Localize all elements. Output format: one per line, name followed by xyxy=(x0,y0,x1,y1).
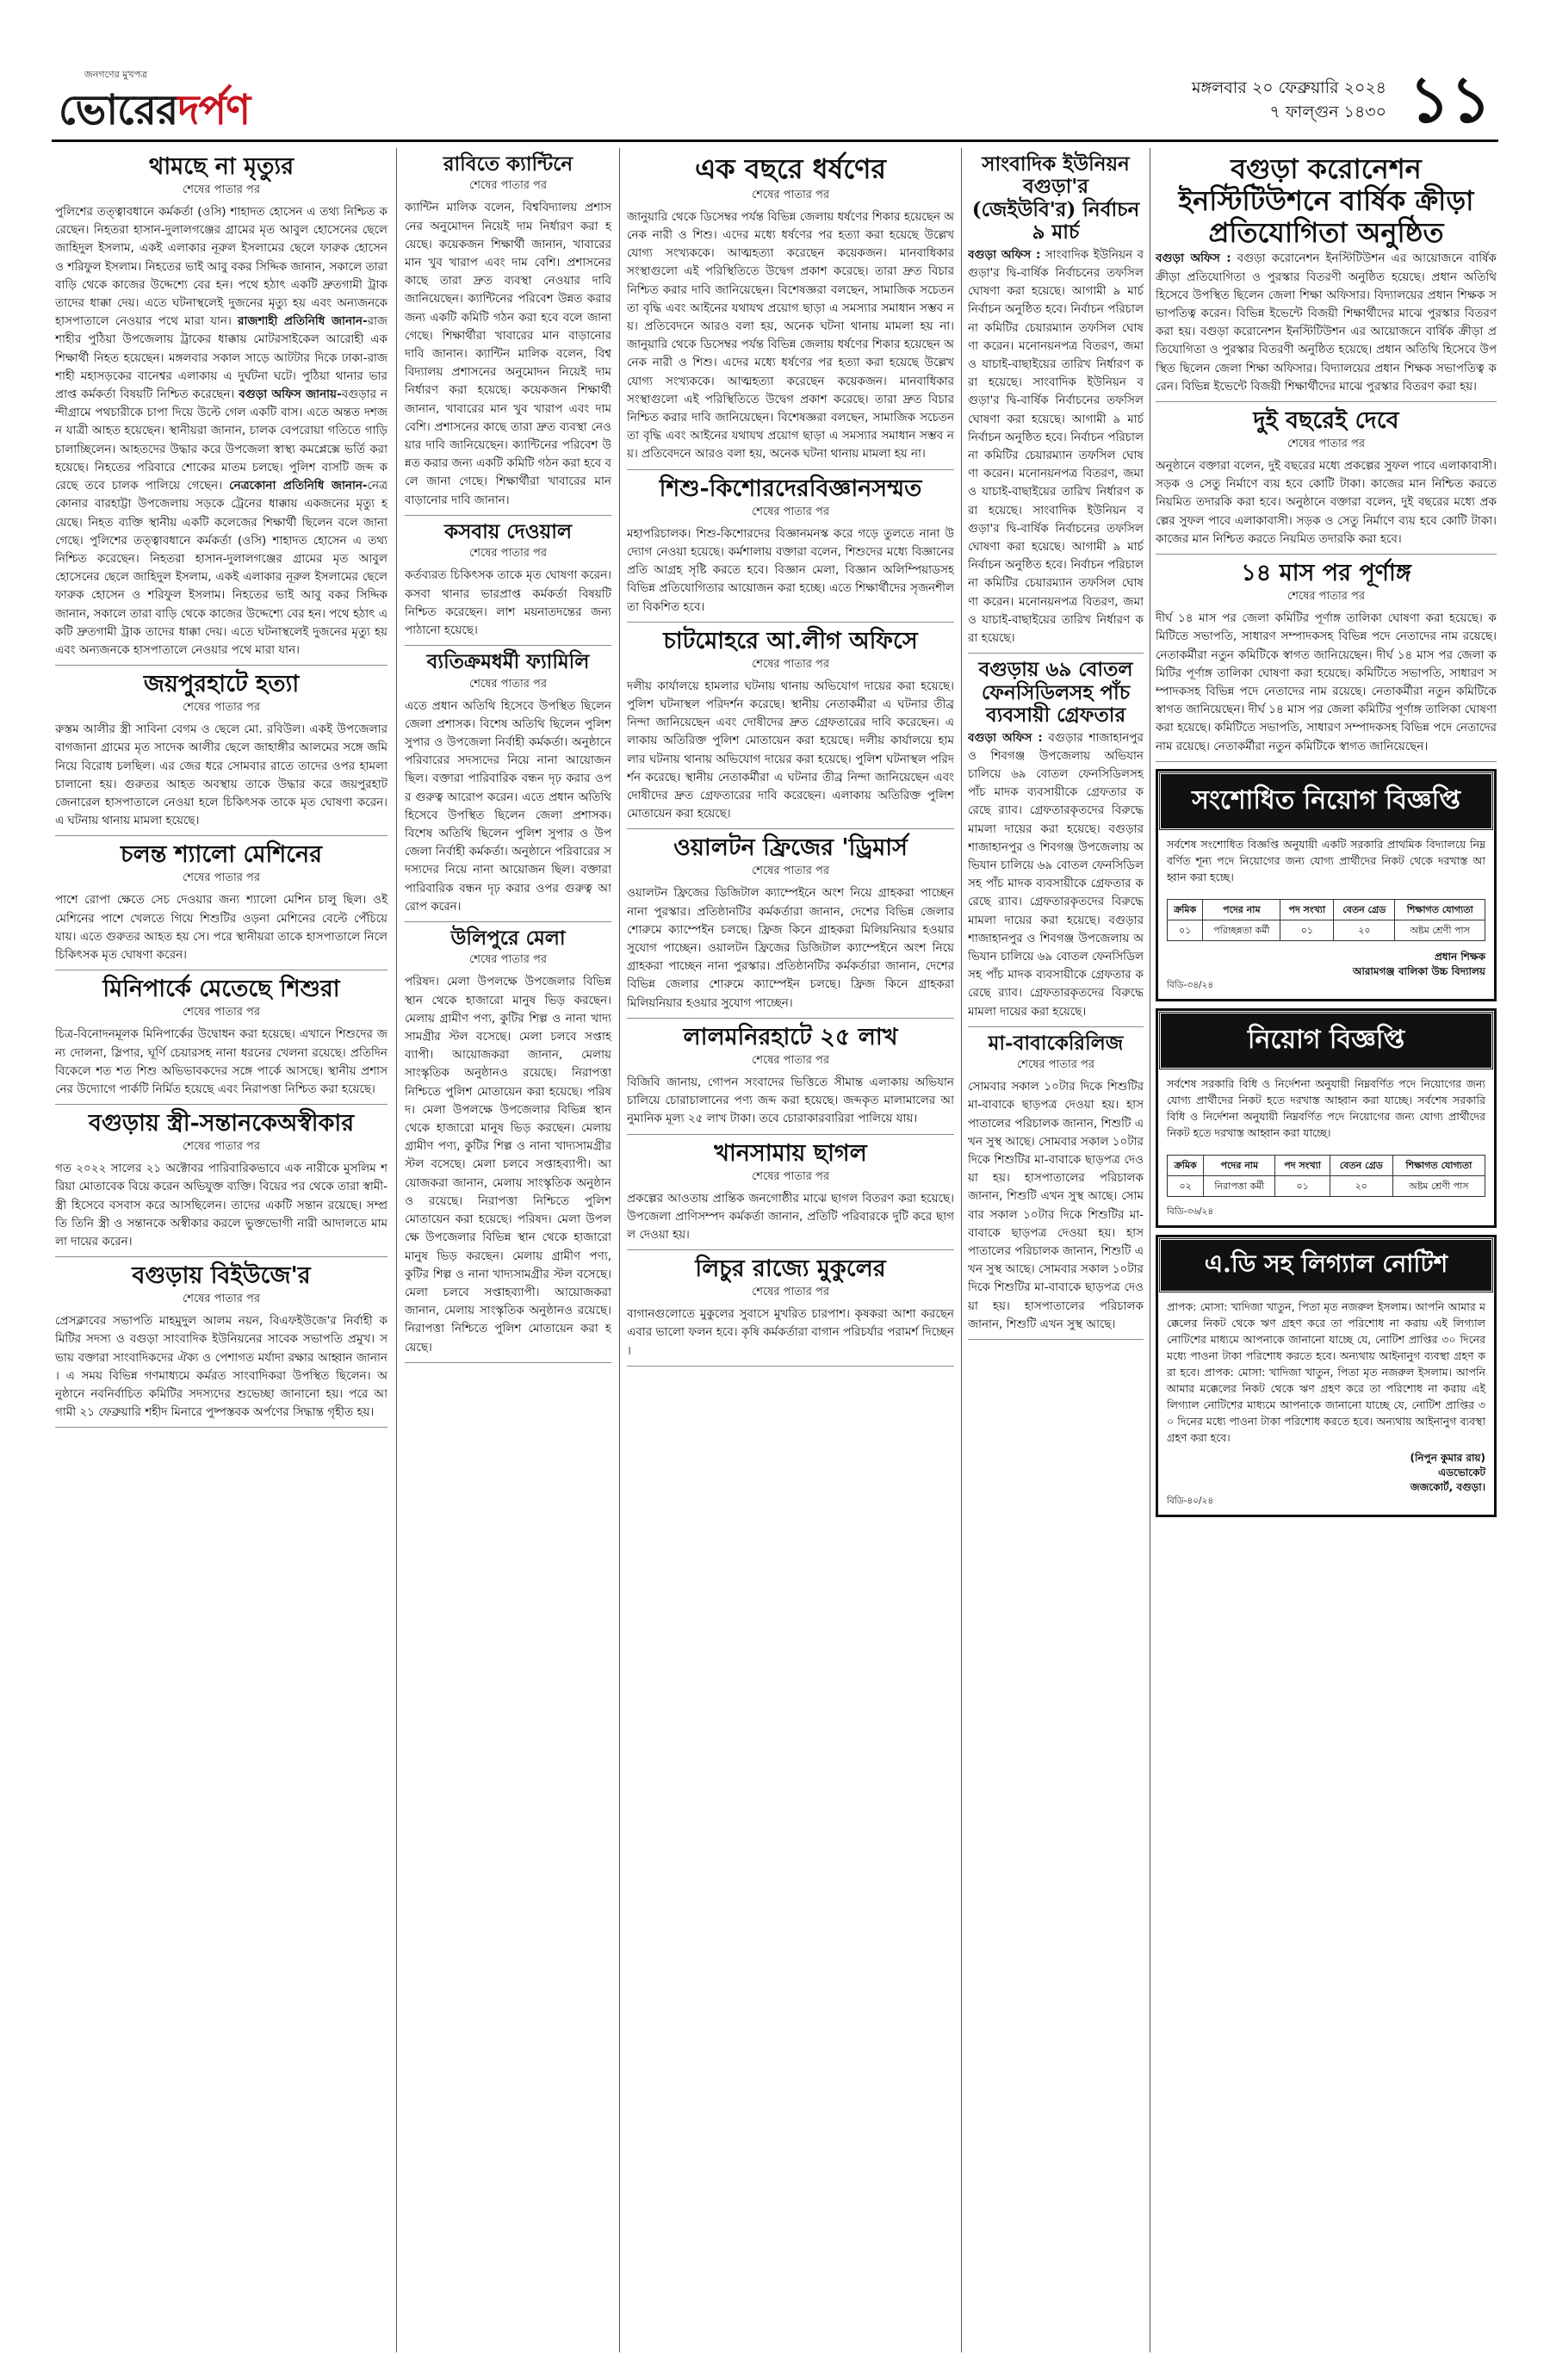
article xyxy=(627,475,954,623)
newspaper-logo[interactable] xyxy=(59,67,265,133)
article-body: মহাপরিচালক। শিশু-কিশোরদের বিজ্ঞানমনস্ক করে গড়ে তুলতে নানা উদ্যোগ নেওয়া হয়েছে। কর্মশালায় বক্তারা বলেন, শিশুদের মধ্যে বিজ্ঞানের প্রতি আগ্রহ সৃষ্টি করতে হবে। বিজ্ঞান মেলা, বিজ্ঞান অলিম্পিয়াডসহ বিভিন্ন প্রতিযোগিতার আয়োজন করা হচ্ছে। এতে শিক্ষার্থীদের সৃজনশীলতা বিকশিত হবে। xyxy=(627,526,954,614)
ad-code: বিডি-৩৪/২৪ xyxy=(1167,979,1214,990)
notice-title: সংশোধিত নিয়োগ বিজ্ঞপ্তি xyxy=(1158,772,1494,831)
headline[interactable]: ওয়ালটন ফ্রিজের 'ড্রিমার্স xyxy=(673,834,908,862)
article-body: দীর্ঘ ১৪ মাস পর জেলা কমিটির পূর্ণাঙ্গ তালিকা ঘোষণা করা হয়েছে। কমিটিতে সভাপতি, সাধারণ সম্পাদকসহ বিভিন্ন পদে নেতাদের নাম রয়েছে। নেতাকর্মীরা নতুন কমিটিকে স্বাগত জানিয়েছেন। দীর্ঘ ১৪ মাস পর জেলা কমিটির পূর্ণাঙ্গ তালিকা ঘোষণা করা হয়েছে। কমিটিতে সভাপতি, সাধারণ সম্পাদকসহ বিভিন্ন পদে নেতাদের নাম রয়েছে। নেতাকর্মীরা নতুন কমিটিকে স্বাগত জানিয়েছেন। দীর্ঘ ১৪ মাস পর জেলা কমিটির পূর্ণাঙ্গ তালিকা ঘোষণা করা হয়েছে। কমিটিতে সভাপতি, সাধারণ সম্পাদকসহ বিভিন্ন পদে নেতাদের নাম রয়েছে। নেতাকর্মীরা নতুন কমিটিকে স্বাগত জানিয়েছেন। xyxy=(1156,611,1497,753)
article xyxy=(405,153,611,516)
article-body: পরিষদ। মেলা উপলক্ষে উপজেলার বিভিন্ন স্থান থেকে হাজারো মানুষ ভিড় করছেন। মেলায় গ্রামীণ পণ্য, কুটির শিল্প ও নানা খাদ্যসামগ্রীর স্টল বসেছে। মেলা চলবে সপ্তাহব্যাপী। আয়োজকরা জানান, মেলায় সাংস্কৃতিক অনুষ্ঠানও রয়েছে। নিরাপত্তা নিশ্চিতে পুলিশ মোতায়েন করা হয়েছে। পরিষদ। মেলা উপলক্ষে উপজেলার বিভিন্ন স্থান থেকে হাজারো মানুষ ভিড় করছেন। মেলায় গ্রামীণ পণ্য, কুটির শিল্প ও নানা খাদ্যসামগ্রীর স্টল বসেছে। মেলা চলবে সপ্তাহব্যাপী। আয়োজকরা জানান, মেলায় সাংস্কৃতিক অনুষ্ঠানও রয়েছে। নিরাপত্তা নিশ্চিতে পুলিশ মোতায়েন করা হয়েছে। পরিষদ। মেলা উপলক্ষে উপজেলার বিভিন্ন স্থান থেকে হাজারো মানুষ ভিড় করছেন। মেলায় গ্রামীণ পণ্য, কুটির শিল্প ও নানা খাদ্যসামগ্রীর স্টল বসেছে। মেলা চলবে সপ্তাহব্যাপী। আয়োজকরা জানান, মেলায় সাংস্কৃতিক অনুষ্ঠানও রয়েছে। নিরাপত্তা নিশ্চিতে পুলিশ মোতায়েন করা হয়েছে। xyxy=(405,975,611,1354)
article-body: প্রকল্পের আওতায় প্রান্তিক জনগোষ্ঠীর মাঝে ছাগল বিতরণ করা হয়েছে। উপজেলা প্রাণিসম্পদ কর্মকর্তা জানান, প্রতিটি পরিবারকে দুটি করে ছাগল দেওয়া হয়। xyxy=(627,1191,954,1242)
article-body: এতে প্রধান অতিথি হিসেবে উপস্থিত ছিলেন জেলা প্রশাসক। বিশেষ অতিথি ছিলেন পুলিশ সুপার ও উপজেলা নির্বাহী কর্মকর্তা। অনুষ্ঠানে পরিবারের সদস্যদের নিয়ে নানা আয়োজন ছিল। বক্তারা পারিবারিক বন্ধন দৃঢ় করার ওপর গুরুত্ব আরোপ করেন। এতে প্রধান অতিথি হিসেবে উপস্থিত ছিলেন জেলা প্রশাসক। বিশেষ অতিথি ছিলেন পুলিশ সুপার ও উপজেলা নির্বাহী কর্মকর্তা। অনুষ্ঠানে পরিবারের সদস্যদের নিয়ে নানা আয়োজন ছিল। বক্তারা পারিবারিক বন্ধন দৃঢ় করার ওপর গুরুত্ব আরোপ করেন। xyxy=(405,698,611,914)
article-body: বগুড়া অফিস : বগুড়া করোনেশন ইনস্টিটিউশন এর আয়োজনে বার্ষিক ক্রীড়া প্রতিযোগিতা ও পুরস্কার বিতরণী অনুষ্ঠিত হয়েছে। প্রধান অতিথি হিসেবে উপস্থিত ছিলেন জেলা শিক্ষা অফিসার। বিদ্যালয়ের প্রধান শিক্ষক সভাপতিত্ব করেন। বিভিন্ন ইভেন্টে বিজয়ী শিক্ষার্থীদের মাঝে পুরস্কার বিতরণ করা হয়। বগুড়া করোনেশন ইনস্টিটিউশন এর আয়োজনে বার্ষিক ক্রীড়া প্রতিযোগিতা ও পুরস্কার বিতরণী অনুষ্ঠিত হয়েছে। প্রধান অতিথি হিসেবে উপস্থিত ছিলেন জেলা শিক্ষা অফিসার। বিদ্যালয়ের প্রধান শিক্ষক সভাপতিত্ব করেন। বিভিন্ন ইভেন্টে বিজয়ী শিক্ষার্থীদের মাঝে পুরস্কার বিতরণ করা হয়। xyxy=(1156,251,1497,394)
headline[interactable]: চলন্ত শ্যালো মেশিনের xyxy=(121,841,322,869)
article xyxy=(627,1024,954,1135)
headline[interactable]: শিশু-কিশোরদেরবিজ্ঞানসম্মত xyxy=(659,474,922,502)
column-4 xyxy=(968,148,1144,2358)
vacancy-table: ক্রমিক পদের নাম পদ সংখ্যা বেতন গ্রেড শিক্ষাগত যোগ্যতা ০১ পরিচ্ছন্নতা কর্মী ০১ ২০ অষ্টম শ্রেণী পাস xyxy=(1167,899,1485,941)
tagline: জনগণের মুখপত্র xyxy=(84,69,148,80)
article-body: ক্যান্টিন মালিক বলেন, বিশ্ববিদ্যালয় প্রশাসনের অনুমোদন নিয়েই দাম নির্ধারণ করা হয়েছে। কয়েকজন শিক্ষার্থী জানান, খাবারের মান খুব খারাপ এবং দাম বেশি। প্রশাসনের কাছে তারা দ্রুত ব্যবস্থা নেওয়ার দাবি জানিয়েছেন। ক্যান্টিনের পরিবেশ উন্নত করার জন্য একটি কমিটি গঠন করা হবে বলে জানা গেছে। শিক্ষার্থীরা খাবারের মান বাড়ানোর দাবি জানান। ক্যান্টিন মালিক বলেন, বিশ্ববিদ্যালয় প্রশাসনের অনুমোদন নিয়েই দাম নির্ধারণ করা হয়েছে। কয়েকজন শিক্ষার্থী জানান, খাবারের মান খুব খারাপ এবং দাম বেশি। প্রশাসনের কাছে তারা দ্রুত ব্যবস্থা নেওয়ার দাবি জানিয়েছেন। ক্যান্টিনের পরিবেশ উন্নত করার জন্য একটি কমিটি গঠন করা হবে বলে জানা গেছে। শিক্ষার্থীরা খাবারের মান বাড়ানোর দাবি জানান। xyxy=(405,201,611,507)
headline[interactable]: বগুড়ায় স্ত্রী-সন্তানকেঅস্বীকার xyxy=(88,1110,355,1137)
continued-label: শেষের পাতার পর xyxy=(182,871,261,885)
recruitment-notice[interactable] xyxy=(1156,1008,1497,1228)
column-3 xyxy=(627,148,954,2358)
continued-label: শেষের পাতার পর xyxy=(182,183,261,197)
ad-code: বিডি-৪০/২৪ xyxy=(1167,1495,1214,1506)
article-body: চিত্র-বিনোদনমূলক মিনিপার্কের উদ্বোধন করা হয়েছে। এখানে শিশুদের জন্য দোলনা, স্লিপার, ঘূর্ণি চেয়ারসহ নানা ধরনের খেলনা রয়েছে। প্রতিদিন বিকেলে শত শত শিশু অভিভাবকদের সঙ্গে পার্কে আসছে। স্থানীয় প্রশাসনের উদ্যোগে পার্কটি নির্মিত হয়েছে এবং নিরাপত্তা নিশ্চিত করা হয়েছে। xyxy=(55,1027,388,1096)
legal-notice[interactable] xyxy=(1156,1235,1497,1517)
continued-label: শেষের পাতার পর xyxy=(1286,437,1366,451)
article xyxy=(55,841,388,970)
continued-label: শেষের পাতার পর xyxy=(468,179,548,193)
column-rule xyxy=(619,148,620,2352)
continued-label: শেষের পাতার পর xyxy=(182,1292,261,1306)
headline[interactable]: জয়পুরহাটে হত্যা xyxy=(143,671,300,698)
continued-label: শেষের পাতার পর xyxy=(751,1053,830,1067)
headline[interactable]: কসবায় দেওয়াল xyxy=(443,519,572,543)
article xyxy=(405,651,611,922)
continued-label: শেষের পাতার পর xyxy=(182,1140,261,1154)
signature: (নিপুন কুমার রায়) এডভোকেট জজকোর্ট, বগুড়া। xyxy=(1410,1451,1485,1493)
article xyxy=(55,1262,388,1428)
continued-label: শেষের পাতার পর xyxy=(1286,590,1366,604)
article xyxy=(627,628,954,830)
article-body: বগুড়া অফিস : সাংবাদিক ইউনিয়ন বগুড়া'র দ্বি-বার্ষিক নির্বাচনের তফসিল ঘোষণা করা হয়েছে। আগামী ৯ মার্চ নির্বাচন অনুষ্ঠিত হবে। নির্বাচন পরিচালনা কমিটির চেয়ারম্যান তফসিল ঘোষণা করেন। মনোনয়নপত্র বিতরণ, জমা ও যাচাই-বাছাইয়ের তারিখ নির্ধারণ করা হয়েছে। সাংবাদিক ইউনিয়ন বগুড়া'র দ্বি-বার্ষিক নির্বাচনের তফসিল ঘোষণা করা হয়েছে। আগামী ৯ মার্চ নির্বাচন অনুষ্ঠিত হবে। নির্বাচন পরিচালনা কমিটির চেয়ারম্যান তফসিল ঘোষণা করেন। মনোনয়নপত্র বিতরণ, জমা ও যাচাই-বাছাইয়ের তারিখ নির্ধারণ করা হয়েছে। সাংবাদিক ইউনিয়ন বগুড়া'র দ্বি-বার্ষিক নির্বাচনের তফসিল ঘোষণা করা হয়েছে। আগামী ৯ মার্চ নির্বাচন অনুষ্ঠিত হবে। নির্বাচন পরিচালনা কমিটির চেয়ারম্যান তফসিল ঘোষণা করেন। মনোনয়নপত্র বিতরণ, জমা ও যাচাই-বাছাইয়ের তারিখ নির্ধারণ করা হয়েছে। xyxy=(968,247,1144,646)
continued-label: শেষের পাতার পর xyxy=(751,505,830,518)
notice-body: প্রাপক: মোসা: খাদিজা খাতুন, পিতা মৃত নজরুল ইসলাম। আপনি আমার মক্কেলের নিকট থেকে ঋণ গ্রহণ করে তা পরিশোধ না করায় এই লিগ্যাল নোটিশের মাধ্যমে আপনাকে জানানো যাচ্ছে যে, নোটিশ প্রাপ্তির ৩০ দিনের মধ্যে পাওনা টাকা পরিশোধ করতে হবে। অন্যথায় আইনানুগ ব্যবস্থা গ্রহণ করা হবে। প্রাপক: মোসা: খাদিজা খাতুন, পিতা মৃত নজরুল ইসলাম। আপনি আমার মক্কেলের নিকট থেকে ঋণ গ্রহণ করে তা পরিশোধ না করায় এই লিগ্যাল নোটিশের মাধ্যমে আপনাকে জানানো যাচ্ছে যে, নোটিশ প্রাপ্তির ৩০ দিনের মধ্যে পাওনা টাকা পরিশোধ করতে হবে। অন্যথায় আইনানুগ ব্যবস্থা গ্রহণ করা হবে। xyxy=(1167,1299,1485,1444)
headline[interactable]: দুই বছরেই দেবে xyxy=(1253,407,1399,435)
article-body: রুস্তম আলীর স্ত্রী সাবিনা বেগম ও ছেলে মো. রবিউল। একই উপজেলার বাগজানা গ্রামের মৃত সাদেক আলীর ছেলে জাহাঙ্গীর আলমের সঙ্গে জমি নিয়ে বিরোধ চলছিল। এর জের ধরে সোমবার রাতে তাদের ওপর হামলা চালানো হয়। গুরুতর আহত অবস্থায় তাকে উদ্ধার করে জয়পুরহাট জেনারেল হাসপাতালে নেওয়া হলে চিকিৎসক তাকে মৃত ঘোষণা করেন। এ ঘটনায় থানায় মামলা হয়েছে। xyxy=(55,722,388,828)
recruitment-notice-revised[interactable] xyxy=(1156,769,1497,1001)
continued-label: শেষের পাতার পর xyxy=(1016,1058,1095,1072)
article xyxy=(968,1032,1144,1340)
article xyxy=(55,153,388,666)
continued-label: শেষের পাতার পর xyxy=(751,1169,830,1183)
vacancy-table: ক্রমিক পদের নাম পদ সংখ্যা বেতন গ্রেড শিক্ষাগত যোগ্যতা ০২ নিরাপত্তা কর্মী ০১ ২০ অষ্টম শ্রেণী পাস xyxy=(1167,1155,1485,1197)
column-5 xyxy=(1156,148,1497,2358)
article xyxy=(968,659,1144,1027)
continued-label: শেষের পাতার পর xyxy=(182,1006,261,1020)
signature: প্রধান শিক্ষক আরামগঞ্জ বালিকা উচ্চ বিদ্যালয় xyxy=(1352,950,1485,977)
headline[interactable]: খানসামায় ছাগল xyxy=(714,1139,867,1167)
article-body: বিজিবি জানায়, গোপন সংবাদের ভিত্তিতে সীমান্ত এলাকায় অভিযান চালিয়ে চোরাচালানের পণ্য জব্দ করা হয়েছে। জব্দকৃত মালামালের আনুমানিক মূল্য ২৫ লাখ টাকা। তবে চোরাকারবারিরা পালিয়ে যায়। xyxy=(627,1075,954,1126)
headline[interactable]: উলিপুরে মেলা xyxy=(450,927,566,951)
headline[interactable]: থামছে না মৃত্যুর xyxy=(148,153,294,180)
continued-label: শেষের পাতার পর xyxy=(468,953,548,967)
logo-text: ভোরেরদর্পণ xyxy=(59,86,251,134)
article-body: বাগানগুলোতে মুকুলের সুবাসে মুখরিত চারপাশ। কৃষকরা আশা করছেন এবার ভালো ফলন হবে। কৃষি কর্মকর্তারা বাগান পরিচর্যার পরামর্শ দিচ্ছেন। xyxy=(627,1307,954,1358)
page-number: ১১ xyxy=(1408,63,1491,137)
article-body: ওয়ালটন ফ্রিজের ডিজিটাল ক্যাম্পেইনে অংশ নিয়ে গ্রাহকরা পাচ্ছেন নানা পুরস্কার। প্রতিষ্ঠানটির কর্মকর্তারা জানান, দেশের বিভিন্ন জেলার শোরুমে ক্যাম্পেইন চলছে। ফ্রিজ কিনে গ্রাহকরা মিলিয়নিয়ার হওয়ার সুযোগ পাচ্ছেন। ওয়ালটন ফ্রিজের ডিজিটাল ক্যাম্পেইনে অংশ নিয়ে গ্রাহকরা পাচ্ছেন নানা পুরস্কার। প্রতিষ্ঠানটির কর্মকর্তারা জানান, দেশের বিভিন্ন জেলার শোরুমে ক্যাম্পেইন চলছে। ফ্রিজ কিনে গ্রাহকরা মিলিয়নিয়ার হওয়ার সুযোগ পাচ্ছেন। xyxy=(627,886,954,1010)
notice-title: এ.ডি সহ লিগ্যাল নোটিশ xyxy=(1158,1237,1494,1293)
masthead xyxy=(52,64,1498,142)
column-rule xyxy=(961,148,962,2352)
article-body: জানুয়ারি থেকে ডিসেম্বর পর্যন্ত বিভিন্ন জেলায় ধর্ষণের শিকার হয়েছেন অনেক নারী ও শিশু। এদের মধ্যে ধর্ষণের পর হত্যা করা হয়েছে উল্লেখযোগ্য সংখ্যককে। আত্মহত্যা করেছেন কয়েকজন। মানবাধিকার সংস্থাগুলো এই পরিস্থিতিতে উদ্বেগ প্রকাশ করেছে। তারা দ্রুত বিচার নিশ্চিত করার দাবি জানিয়েছেন। বিশেষজ্ঞরা বলছেন, সামাজিক সচেতনতা বৃদ্ধি এবং আইনের যথাযথ প্রয়োগ ছাড়া এ সমস্যার সমাধান সম্ভব নয়। প্রতিবেদনে আরও বলা হয়, অনেক ঘটনা থানায় মামলা হয় না। জানুয়ারি থেকে ডিসেম্বর পর্যন্ত বিভিন্ন জেলায় ধর্ষণের শিকার হয়েছেন অনেক নারী ও শিশু। এদের মধ্যে ধর্ষণের পর হত্যা করা হয়েছে উল্লেখযোগ্য সংখ্যককে। আত্মহত্যা করেছেন কয়েকজন। মানবাধিকার সংস্থাগুলো এই পরিস্থিতিতে উদ্বেগ প্রকাশ করেছে। তারা দ্রুত বিচার নিশ্চিত করার দাবি জানিয়েছেন। বিশেষজ্ঞরা বলছেন, সামাজিক সচেতনতা বৃদ্ধি এবং আইনের যথাযথ প্রয়োগ ছাড়া এ সমস্যার সমাধান সম্ভব নয়। প্রতিবেদনে আরও বলা হয়, অনেক ঘটনা থানায় মামলা হয় না। xyxy=(627,209,954,462)
notice-body: সর্বশেষ সরকারি বিধি ও নির্দেশনা অনুযায়ী নিম্নবর্ণিত পদে নিয়োগের জন্য যোগ্য প্রার্থীদের নিকট হতে দরখাস্ত আহ্বান করা যাচ্ছে। সর্বশেষ সরকারি বিধি ও নির্দেশনা অনুযায়ী নিম্নবর্ণিত পদে নিয়োগের জন্য যোগ্য প্রার্থীদের নিকট হতে দরখাস্ত আহ্বান করা যাচ্ছে। xyxy=(1167,1076,1485,1139)
article xyxy=(627,1140,954,1251)
headline[interactable]: বগুড়া করোনেশন ইনস্টিটিউশনে বার্ষিক ক্রীড়া প্রতিযোগিতা অনুষ্ঠিত xyxy=(1178,152,1474,249)
headline[interactable]: লিচুর রাজ্যে মুকুলের xyxy=(695,1255,886,1283)
article-body: অনুষ্ঠানে বক্তারা বলেন, দুই বছরের মধ্যে প্রকল্পের সুফল পাবে এলাকাবাসী। সড়ক ও সেতু নির্মাণে ব্যয় হবে কোটি টাকা। কাজের মান নিশ্চিত করতে নিয়মিত তদারকি করা হবে। অনুষ্ঠানে বক্তারা বলেন, দুই বছরের মধ্যে প্রকল্পের সুফল পাবে এলাকাবাসী। সড়ক ও সেতু নির্মাণে ব্যয় হবে কোটি টাকা। কাজের মান নিশ্চিত করতে নিয়মিত তদারকি করা হবে। xyxy=(1156,459,1497,546)
article xyxy=(55,1110,388,1257)
article-body: বগুড়া অফিস : বগুড়ার শাজাহানপুর ও শিবগঞ্জ উপজেলায় অভিযান চালিয়ে ৬৯ বোতল ফেনসিডিলসহ পাঁচ মাদক ব্যবসায়ীকে গ্রেফতার করেছে র‍্যাব। গ্রেফতারকৃতদের বিরুদ্ধে মামলা দায়ের করা হয়েছে। বগুড়ার শাজাহানপুর ও শিবগঞ্জ উপজেলায় অভিযান চালিয়ে ৬৯ বোতল ফেনসিডিলসহ পাঁচ মাদক ব্যবসায়ীকে গ্রেফতার করেছে র‍্যাব। গ্রেফতারকৃতদের বিরুদ্ধে মামলা দায়ের করা হয়েছে। বগুড়ার শাজাহানপুর ও শিবগঞ্জ উপজেলায় অভিযান চালিয়ে ৬৯ বোতল ফেনসিডিলসহ পাঁচ মাদক ব্যবসায়ীকে গ্রেফতার করেছে র‍্যাব। গ্রেফতারকৃতদের বিরুদ্ধে মামলা দায়ের করা হয়েছে। xyxy=(968,730,1144,1019)
ad-code: বিডি-৩৬/২৪ xyxy=(1167,1205,1214,1217)
headline[interactable]: বগুড়ায় বিইউজে'র xyxy=(132,1262,311,1290)
headline[interactable]: লালমনিরহাটে ২৫ লাখ xyxy=(683,1023,898,1051)
article xyxy=(405,521,611,646)
continued-label: শেষের পাতার পর xyxy=(182,701,261,715)
headline[interactable]: ব্যতিক্রমধর্মী ফ্যামিলি xyxy=(426,650,590,674)
issue-date: মঙ্গলবার ২০ ফেব্রুয়ারি ২০২৪ ৭ ফাল্গুন ১৪৩০ xyxy=(1191,78,1386,121)
headline[interactable]: ১৪ মাস পর পূর্ণাঙ্গ xyxy=(1241,560,1411,587)
article xyxy=(627,1255,954,1367)
continued-label: শেষের পাতার পর xyxy=(751,657,830,671)
column-rule xyxy=(396,148,397,2352)
continued-label: শেষের পাতার পর xyxy=(468,547,548,561)
article-body: কর্তব্যরত চিকিৎসক তাকে মৃত ঘোষণা করেন। কসবা থানার ভারপ্রাপ্ত কর্মকর্তা বিষয়টি নিশ্চিত করেছেন। লাশ ময়নাতদন্তের জন্য পাঠানো হয়েছে। xyxy=(405,568,611,637)
article xyxy=(55,976,388,1105)
headline[interactable]: মা-বাবাকেরিলিজ xyxy=(988,1031,1124,1055)
article xyxy=(968,153,1144,654)
article-body: পাশে রোপা ক্ষেতে সেচ দেওয়ার জন্য শ্যালো মেশিন চালু ছিল। ওই মেশিনের পাশে খেলতে গিয়ে শিশুটির ওড়না মেশিনের বেল্টে পেঁচিয়ে যায়। এতে গুরুতর আহত হয় সে। পরে স্থানীয়রা তাকে হাসপাতালে নিলে চিকিৎসক মৃত ঘোষণা করেন। xyxy=(55,893,388,963)
article xyxy=(627,153,954,470)
headline[interactable]: বগুড়ায় ৬৯ বোতল ফেনসিডিলসহ পাঁচ ব্যবসায়ী গ্রেফতার xyxy=(978,658,1133,728)
notice-title: নিয়োগ বিজ্ঞপ্তি xyxy=(1158,1011,1494,1070)
article-body: সোমবার সকাল ১০টার দিকে শিশুটির মা-বাবাকে ছাড়পত্র দেওয়া হয়। হাসপাতালের পরিচালক জানান, শিশুটি এখন সুস্থ আছে। সোমবার সকাল ১০টার দিকে শিশুটির মা-বাবাকে ছাড়পত্র দেওয়া হয়। হাসপাতালের পরিচালক জানান, শিশুটি এখন সুস্থ আছে। সোমবার সকাল ১০টার দিকে শিশুটির মা-বাবাকে ছাড়পত্র দেওয়া হয়। হাসপাতালের পরিচালক জানান, শিশুটি এখন সুস্থ আছে। সোমবার সকাল ১০টার দিকে শিশুটির মা-বাবাকে ছাড়পত্র দেওয়া হয়। হাসপাতালের পরিচালক জানান, শিশুটি এখন সুস্থ আছে। xyxy=(968,1080,1144,1331)
column-2 xyxy=(405,148,611,2358)
continued-label: শেষের পাতার পর xyxy=(468,677,548,691)
headline[interactable]: চাটমোহরে আ.লীগ অফিসে xyxy=(663,627,918,654)
notice-body: সর্বশেষ সংশোধিত বিজ্ঞপ্তি অনুযায়ী একটি সরকারি প্রাথমিক বিদ্যালয়ে নিম্নবর্ণিত শূন্য পদে নিয়োগের জন্য যোগ্য প্রার্থীদের নিকট থেকে দরখাস্ত আহ্বান করা হচ্ছে। xyxy=(1167,837,1485,883)
headline[interactable]: রাবিতে ক্যান্টিনে xyxy=(443,152,574,176)
article xyxy=(1156,407,1497,555)
article xyxy=(405,927,611,1363)
article-body: প্রেসক্লাবের সভাপতি মাহমুদুল আলম নয়ন, বিএফইউজে'র নির্বাহী কমিটির সদস্য ও বগুড়া সাংবাদিক ইউনিয়নের সাবেক সভাপতি প্রমুখ। সভায় বক্তারা সাংবাদিকদের ঐক্য ও পেশাগত মর্যাদা রক্ষার আহ্বান জানান। এ সময় বিভিন্ন গণমাধ্যমে কর্মরত সাংবাদিকরা উপস্থিত ছিলেন। অনুষ্ঠানে নবনির্বাচিত কমিটির সদস্যদের শুভেচ্ছা জানানো হয়। পরে আগামী ২১ ফেব্রুয়ারি শহীদ মিনারে পুষ্পস্তবক অর্পণের সিদ্ধান্ত গৃহীত হয়। xyxy=(55,1314,388,1420)
article-body: গত ২০২২ সালের ২১ অক্টোবর পারিবারিকভাবে এক নারীকে মুসলিম শরিয়া মোতাবেক বিয়ে করেন অভিযুক্ত ব্যক্তি। বিয়ের পর থেকে তারা স্বামী-স্ত্রী হিসেবে বসবাস করে আসছিলেন। তাদের একটি সন্তান রয়েছে। সম্প্রতি তিনি স্ত্রী ও সন্তানকে অস্বীকার করলে ভুক্তভোগী নারী আদালতে মামলা দায়ের করেন। xyxy=(55,1162,388,1249)
article xyxy=(627,834,954,1018)
article xyxy=(1156,153,1497,402)
headline[interactable]: এক বছরে ধর্ষণের xyxy=(694,152,887,185)
headline[interactable]: মিনিপার্কে মেতেছে শিশুরা xyxy=(102,976,340,1003)
article xyxy=(1156,560,1497,762)
article xyxy=(55,671,388,836)
article-body: দলীয় কার্যালয়ে হামলার ঘটনায় থানায় অভিযোগ দায়ের করা হয়েছে। পুলিশ ঘটনাস্থল পরিদর্শন করেছে। স্থানীয় নেতাকর্মীরা এ ঘটনার তীব্র নিন্দা জানিয়েছেন এবং দোষীদের দ্রুত গ্রেফতারের দাবি করেছেন। এলাকায় অতিরিক্ত পুলিশ মোতায়েন করা হয়েছে। দলীয় কার্যালয়ে হামলার ঘটনায় থানায় অভিযোগ দায়ের করা হয়েছে। পুলিশ ঘটনাস্থল পরিদর্শন করেছে। স্থানীয় নেতাকর্মীরা এ ঘটনার তীব্র নিন্দা জানিয়েছেন এবং দোষীদের দ্রুত গ্রেফতারের দাবি করেছেন। এলাকায় অতিরিক্ত পুলিশ মোতায়েন করা হয়েছে। xyxy=(627,679,954,821)
article-body: পুলিশের তত্ত্বাবধানে কর্মকর্তা (ওসি) শাহাদত হোসেন এ তথ্য নিশ্চিত করেছেন। নিহতরা হাসান-দুলালগঞ্জের গ্রামের মৃত আবুল হোসেনের ছেলে জাহিদুল ইসলাম, একই এলাকার নূরুল ইসলামের ছেলে ফারুক হোসেন ও শরিফুল ইসলাম। নিহতের ভাই আবু বকর সিদ্দিক জানান, সকালে তারা বাড়ি থেকে কাজের উদ্দেশ্যে বের হন। পথে হঠাৎ একটি দ্রুতগামী ট্রাক তাদের ধাক্কা দেয়। এতে ঘটনাস্থলেই দুজনের মৃত্যু হয় এবং অন্যজনকে হাসপাতালে নেওয়ার পথে মারা যান। রাজশাহী প্রতিনিধি জানান-রাজশাহীর পুঠিয়া উপজেলায় ট্রাকের ধাক্কায় মোটরসাইকেল আরোহী এক শিক্ষার্থী নিহত হয়েছেন। মঙ্গলবার সকাল সাড়ে আটটার দিকে ঢাকা-রাজশাহী মহাসড়কের বানেশ্বর এলাকায় এ দুর্ঘটনা ঘটে। পুঠিয়া থানার ভারপ্রাপ্ত কর্মকর্তা বিষয়টি নিশ্চিত করেছেন। বগুড়া অফিস জানায়-বগুড়ার নন্দীগ্রামে পথচারীকে চাপা দিয়ে উল্টে গেল একটি বাস। এতে অন্তত দশজন যাত্রী আহত হয়েছেন। স্থানীয়রা জানান, চালক বেপরোয়া গতিতে গাড়ি চালাচ্ছিলেন। আহতদের উদ্ধার করে উপজেলা স্বাস্থ্য কমপ্লেক্সে ভর্তি করা হয়েছে। নিহতের পরিবারে শোকের মাতম চলছে। পুলিশ বাসটি জব্দ করেছে তবে চালক পালিয়ে গেছেন। নেত্রকোনা প্রতিনিধি জানান-নেত্রকোনার বারহাট্টা উপজেলায় সড়কে ট্রেনের ধাক্কায় একজনের মৃত্যু হয়েছে। নিহত ব্যক্তি স্থানীয় একটি কলেজের শিক্ষার্থী ছিলেন বলে জানা গেছে। পুলিশের তত্ত্বাবধানে কর্মকর্তা (ওসি) শাহাদত হোসেন এ তথ্য নিশ্চিত করেছেন। নিহতরা হাসান-দুলালগঞ্জের গ্রামের মৃত আবুল হোসেনের ছেলে জাহিদুল ইসলাম, একই এলাকার নূরুল ইসলামের ছেলে ফারুক হোসেন ও শরিফুল ইসলাম। নিহতের ভাই আবু বকর সিদ্দিক জানান, সকালে তারা বাড়ি থেকে কাজের উদ্দেশ্যে বের হন। পথে হঠাৎ একটি দ্রুতগামী ট্রাক তাদের ধাক্কা দেয়। এতে ঘটনাস্থলেই দুজনের মৃত্যু হয় এবং অন্যজনকে হাসপাতালে নেওয়ার পথে মারা যান। xyxy=(55,205,388,657)
continued-label: শেষের পাতার পর xyxy=(751,188,830,201)
column-1 xyxy=(55,148,388,2358)
continued-label: শেষের পাতার পর xyxy=(751,865,830,878)
headline[interactable]: সাংবাদিক ইউনিয়ন বগুড়া'র (জেইউবি'র) নির্বাচন ৯ মার্চ xyxy=(971,152,1140,245)
continued-label: শেষের পাতার পর xyxy=(751,1286,830,1299)
